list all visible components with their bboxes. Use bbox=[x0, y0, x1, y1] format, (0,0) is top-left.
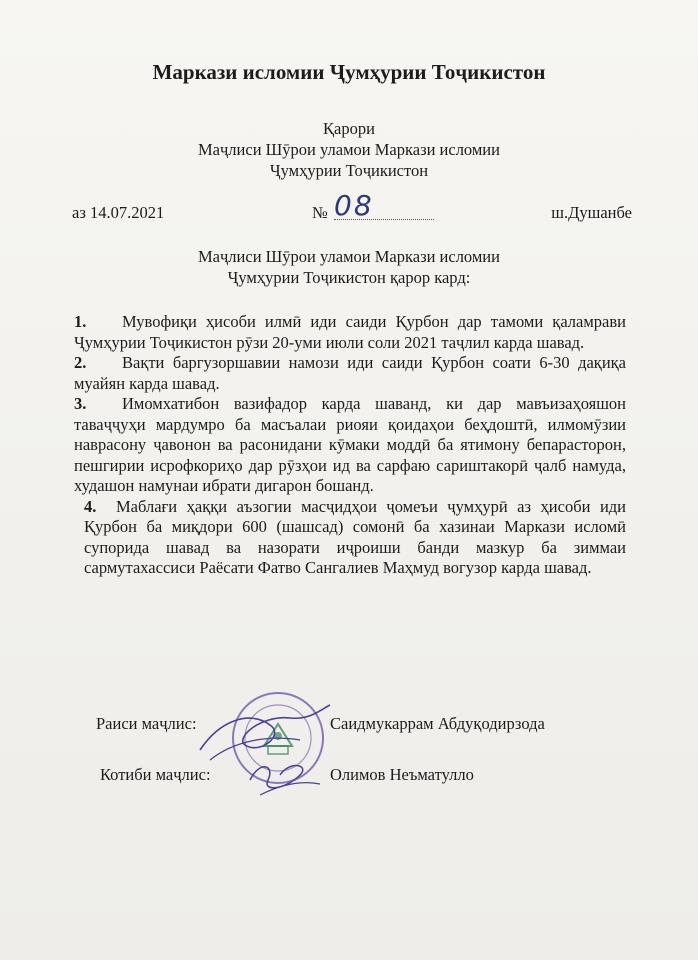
item-text: Имомхатибон вазифадор карда шаванд, ки дар мавъизаҳояшон таваҷҷуҳи мардумро ба масъалаи риояи қоидаҳои беҳдоштӣ, илмомӯзии наврасону ҷавонон ва расонидани кӯмаки моддӣ ба ятимону бепарасторон, пешгирии исрофкориҳо дар рӯзҳои ид ва сарфаю сариштакорӣ ҷалб намуда, худашон намунаи ибрати дигарон бошанд. bbox=[74, 394, 626, 495]
document-number: 08 bbox=[334, 189, 374, 222]
item-text: Вақти баргузоршавии намози иди саиди Қурбон соати 6-30 дақиқа муайян карда шавад. bbox=[74, 353, 626, 393]
item-number: 2. bbox=[74, 353, 87, 372]
decision-item-3 bbox=[74, 394, 626, 497]
item-text: Маблағи ҳаққи аъзогии масҷидҳои ҷомеъи ҷумҳурӣ аз ҳисоби иди Қурбон ба миқдори 600 (шашсад) сомонӣ ба хазинаи Маркази исломӣ супорида шавад ва назорати иҷроиши банди мазкур ба зиммаи сармутахассиси Раёсати Фатво Сангалиев Маҳмуд вогузор карда шавад. bbox=[84, 496, 626, 577]
organization-title: Маркази исломии Ҷумҳурии Тоҷикистон bbox=[152, 60, 546, 84]
issuer-line-1: Маҷлиси Шӯрои уламои Маркази исломии bbox=[198, 140, 500, 159]
chair-name: Саидмукаррам Абдуқодирзода bbox=[330, 714, 545, 733]
decision-item-2 bbox=[74, 353, 626, 394]
doc-type: Қарори bbox=[323, 119, 375, 138]
decision-items bbox=[74, 312, 626, 579]
date-number-line bbox=[72, 189, 632, 229]
decision-line-2: Ҷумҳурии Тоҷикистон қарор кард: bbox=[227, 268, 471, 287]
secretary-label: Котиби маҷлис: bbox=[100, 765, 211, 784]
decision-item-1 bbox=[74, 312, 626, 353]
issuer-line-2: Ҷумҳурии Тоҷикистон bbox=[269, 161, 429, 180]
document-heading bbox=[0, 118, 698, 181]
decision-intro bbox=[0, 246, 698, 288]
handwritten-signature-icon bbox=[190, 680, 340, 810]
chair-label: Раиси маҷлис: bbox=[96, 714, 197, 733]
item-text: Мувофиқи ҳисоби илмӣ иди саиди Қурбон дар тамоми қаламрави Ҷумҳурии Тоҷикистон рӯзи 20-уми июли соли 2021 таҷлил карда шавад. bbox=[74, 312, 626, 352]
item-number: 4. bbox=[84, 496, 97, 516]
item-number: 1. bbox=[74, 312, 87, 331]
item-number: 3. bbox=[74, 394, 87, 413]
secretary-name: Олимов Неъматулло bbox=[330, 765, 474, 784]
document-date: аз 14.07.2021 bbox=[72, 203, 165, 222]
number-label: № bbox=[312, 203, 328, 222]
document-city: ш.Душанбе bbox=[551, 203, 632, 222]
decision-item-4 bbox=[84, 497, 626, 579]
decision-line-1: Маҷлиси Шӯрои уламои Маркази исломии bbox=[198, 247, 500, 266]
